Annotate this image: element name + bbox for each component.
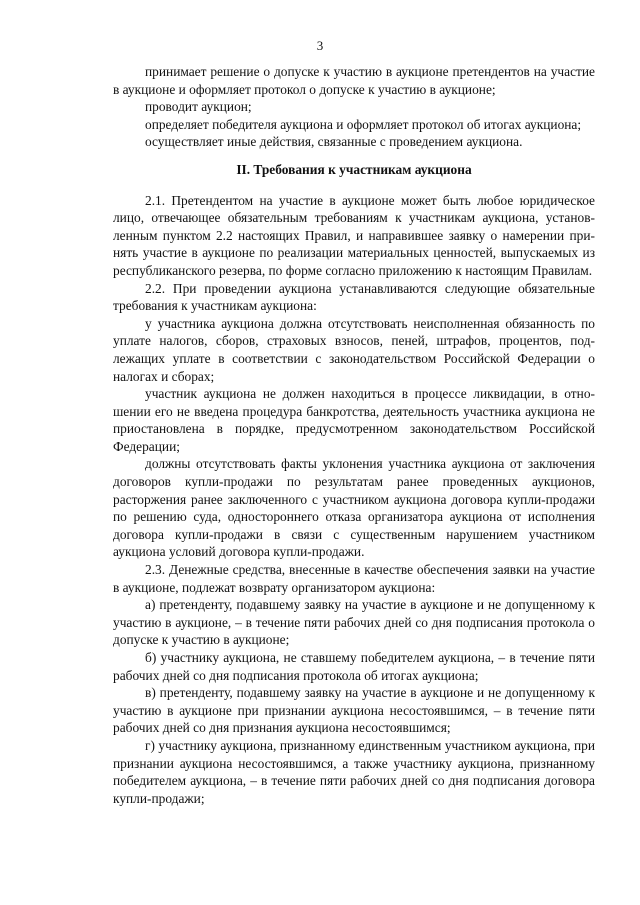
page-number: 3 bbox=[316, 38, 324, 53]
paragraph-2-1: 2.1. Претендентом на участие в аукционе может быть любое юридическое лицо, отвечающее обязательным требованиям к участникам аукциона, установленным пунктом 2.2 настоящих Правил, и направившее заявку о намерении принять участие в аукционе по реализации материальных ценностей, выпускаемых из республиканского резерва, по форме согласно приложению к настоящим Правилам. bbox=[113, 192, 595, 278]
paragraph-requirement-taxes: у участника аукциона должна отсутствовать неисполненная обязанность по уплате налогов, сборов, страховых взносов, пеней, штрафов, процентов, подлежащих уплате в соответствии с законодательством Российской Федерации о налогах и сборах; bbox=[113, 315, 595, 384]
paragraph-intro-2: проводит аукцион; bbox=[145, 99, 252, 115]
paragraph-intro-1: принимает решение о допуске к участию в аукционе претендентов на участие в аукционе и оформляет протокол о допуске к участию в аукционе; bbox=[113, 64, 595, 97]
paragraph-intro-3: определяет победителя аукциона и оформляет протокол об итогах аукциона; bbox=[145, 116, 582, 132]
section-title: II. Требования к участникам аукциона bbox=[236, 161, 472, 177]
paragraph-item-g: г) участнику аукциона, признанному единственным участником аукциона, при признании аукциона несостоявшимся, а также участнику аукциона, признанному победителем аукциона, – в течение пяти рабочих дней со дня подписания договора купли-продажи; bbox=[113, 737, 595, 806]
paragraph-2-3: 2.3. Денежные средства, внесенные в качестве обеспечения заявки на участие в аукционе, подлежат возврату организатором аукциона: bbox=[113, 562, 595, 595]
paragraph-requirement-liquidation: участник аукциона не должен находиться в процессе ликвидации, в отношении его не введена процедура банкротства, деятельность участника аукциона не приостановлена в порядке, предусмотренном законодательством Российской Федерации; bbox=[113, 386, 595, 454]
paragraph-intro-4: осуществляет иные действия, связанные с проведением аукциона. bbox=[145, 134, 523, 150]
paragraph-item-b: б) участнику аукциона, не ставшему победителем аукциона, – в течение пяти рабочих дней со дня подписания протокола об итогах аукциона; bbox=[113, 650, 595, 683]
paragraph-2-2: 2.2. При проведении аукциона устанавливаются следующие обязательные требования к участникам аукциона: bbox=[113, 280, 595, 314]
paragraph-requirement-evasion: должны отсутствовать факты уклонения участника аукциона от заключения договоров купли-продажи по результатам ранее проведенных аукционов, расторжения ранее заключенного с участником аукциона договора купли-продажи по решению суда, одностороннего отказа организатора аукциона от исполнения договора купли-продажи в связи с существенным нарушением участником аукциона условий договора купли-продажи. bbox=[113, 456, 595, 560]
document-body bbox=[113, 63, 595, 807]
paragraph-item-v: в) претенденту, подавшему заявку на участие в аукционе и не допущенному к участию в аукционе при признании аукциона несостоявшимся, – в течение пяти рабочих дней со дня признания аукциона несостоявшимся; bbox=[113, 685, 595, 736]
paragraph-item-a: а) претенденту, подавшему заявку на участие в аукционе и не допущенному к участию в аукционе, – в течение пяти рабочих дней со дня подписания протокола о допуске к участию в аукционе; bbox=[113, 597, 595, 648]
